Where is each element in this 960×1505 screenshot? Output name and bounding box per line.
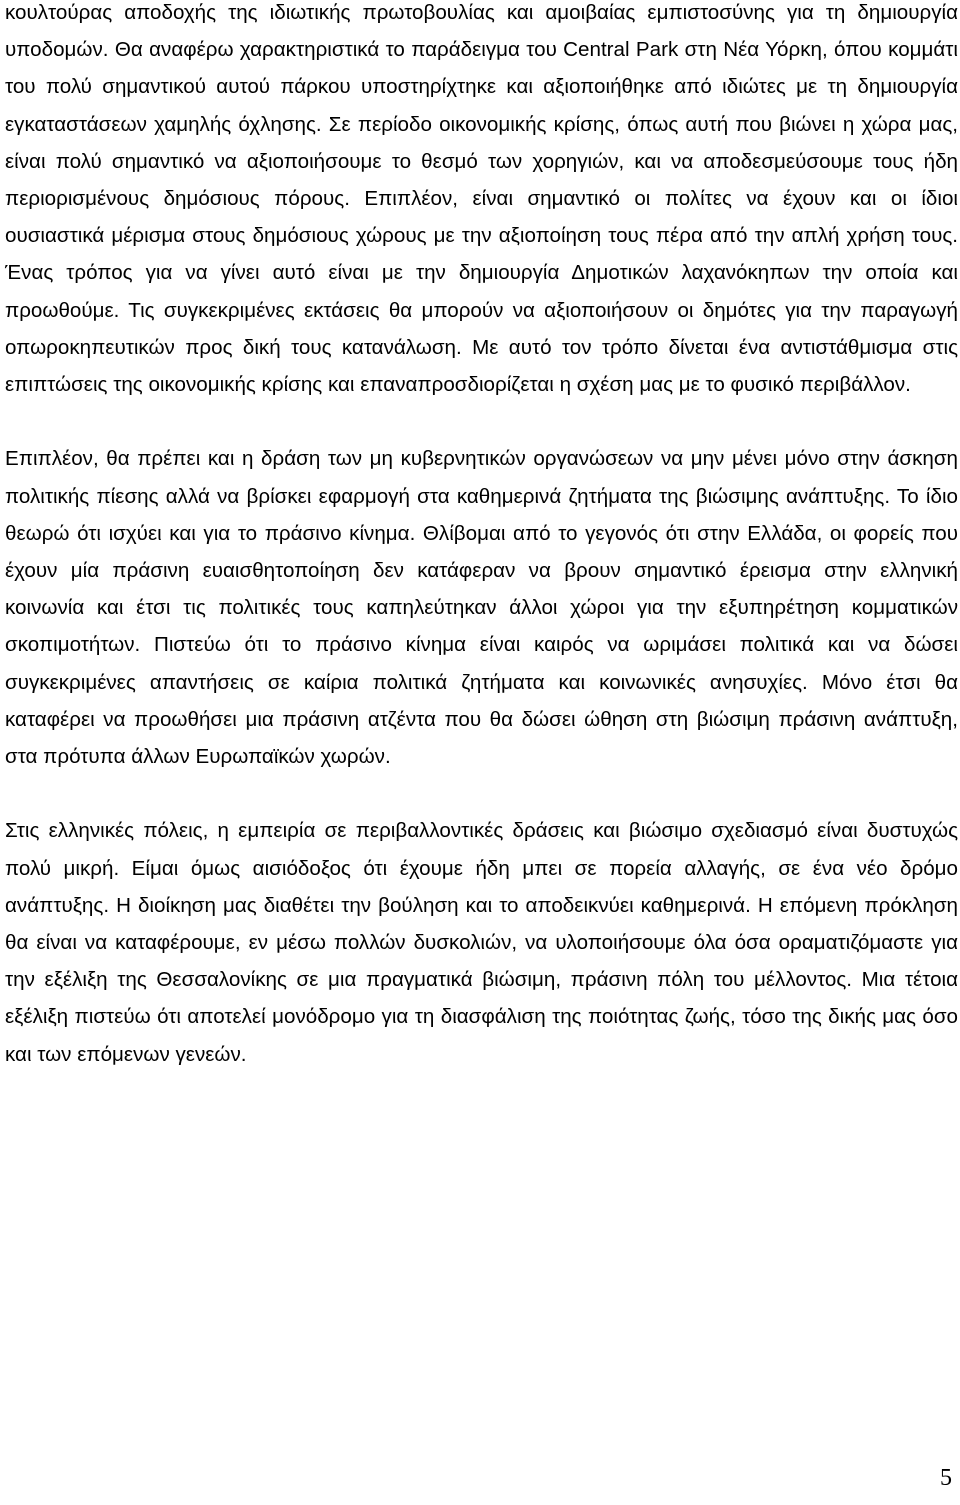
paragraph-1: κουλτούρας αποδοχής της ιδιωτικής πρωτοβουλίας και αμοιβαίας εμπιστοσύνης για τη δημιουργία υποδομών. Θα αναφέρω χαρακτηριστικά το παράδειγμα του Central Park στη Νέα Υόρκη, όπου κομμάτι του πολύ σημαντικού αυτού πάρκου υποστηρίχτηκε και αξιοποιήθηκε από ιδιώτες με τη δημιουργία εγκαταστάσεων χαμηλής όχλησης. Σε περίοδο οικονομικής κρίσης, όπως αυτή που βιώνει η χώρα μας, είναι πολύ σημαντικό να αξιοποιήσουμε το θεσμό των χορηγιών, και να αποδεσμεύσουμε τους ήδη περιορισμένους δημόσιους πόρους. Επιπλέον, είναι σημαντικό οι πολίτες να έχουν και οι ίδιοι ουσιαστικά μέρισμα στους δημόσιους χώρους με την αξιοποίηση τους πέρα από την απλή χρήση τους. Ένας τρόπος για να γίνει αυτό είναι με την δημιουργία Δημοτικών λαχανόκηπων την οποία και προωθούμε. Τις συγκεκριμένες εκτάσεις θα μπορούν να αξιοποιήσουν οι δημότες για την παραγωγή οπωροκηπευτικών προς δική τους κατανάλωση. Με αυτό τον τρόπο δίνεται ένα αντιστάθμισμα στις επιπτώσεις της οικονομικής κρίσης και επαναπροσδιορίζεται η σχέση μας με το φυσικό περιβάλλον.: [5, 1, 958, 397]
page-number: 5: [940, 1465, 952, 1491]
paragraph-3: Στις ελληνικές πόλεις, η εμπειρία σε περιβαλλοντικές δράσεις και βιώσιμο σχεδιασμό είναι δυστυχώς πολύ μικρή. Είμαι όμως αισιόδοξος ότι έχουμε ήδη μπει σε πορεία αλλαγής, σε ένα νέο δρόμο ανάπτυξης. Η διοίκηση μας διαθέτει την βούληση και το αποδεικνύει καθημερινά. Η επόμενη πρόκληση θα είναι να καταφέρουμε, εν μέσω πολλών δυσκολιών, να υλοποιήσουμε όλα όσα οραματιζόμαστε για την εξέλιξη της Θεσσαλονίκης σε μια πραγματικά βιώσιμη, πράσινη πόλη του μέλλοντος. Μια τέτοια εξέλιξη πιστεύω ότι αποτελεί μονόδρομο για τη διασφάλιση της ποιότητας ζωής, τόσο της δικής μας όσο και των επόμενων γενεών.: [5, 819, 958, 1066]
body-text: [5, 0, 958, 1073]
paragraph-2: Επιπλέον, θα πρέπει και η δράση των μη κυβερνητικών οργανώσεων να μην μένει μόνο στην άσκηση πολιτικής πίεσης αλλά να βρίσκει εφαρμογή στα καθημερινά ζητήματα της βιώσιμης ανάπτυξης. Το ίδιο θεωρώ ότι ισχύει και για το πράσινο κίνημα. Θλίβομαι από το γεγονός ότι στην Ελλάδα, οι φορείς που έχουν μία πράσινη ευαισθητοποίηση δεν κατάφεραν να βρουν σημαντικό έρεισμα στην ελληνική κοινωνία και έτσι τις πολιτικές τους καπηλεύτηκαν άλλοι χώροι για την εξυπηρέτηση κομματικών σκοπιμοτήτων. Πιστεύω ότι το πράσινο κίνημα είναι καιρός να ωριμάσει πολιτικά και να δώσει συγκεκριμένες απαντήσεις σε καίρια πολιτικά ζητήματα και κοινωνικές ανησυχίες. Μόνο έτσι θα καταφέρει να προωθήσει μια πράσινη ατζέντα που θα δώσει ώθηση στη βιώσιμη πράσινη ανάπτυξη, στα πρότυπα άλλων Ευρωπαϊκών χωρών.: [5, 447, 958, 769]
